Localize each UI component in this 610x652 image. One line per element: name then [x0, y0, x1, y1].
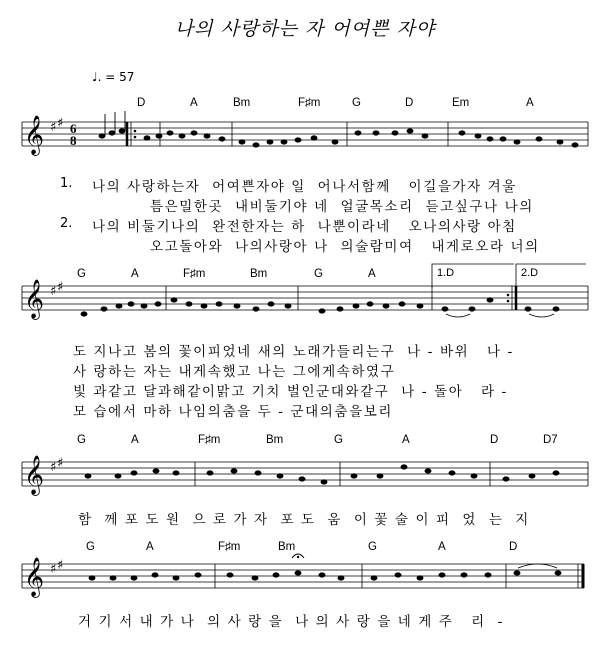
chord: Bm — [266, 434, 284, 446]
svg-text:6: 6 — [70, 121, 77, 136]
chord: G — [334, 434, 343, 446]
chord: Bm — [233, 97, 251, 109]
lyric-line: 나의 사랑하는자 어여쁜자야 일 어나서함께 이길을가자 겨울 — [92, 179, 517, 195]
chord: Em — [452, 97, 470, 109]
chord: G — [314, 268, 323, 280]
chord: A — [131, 268, 139, 280]
treble-clef-icon: 𝄞 — [24, 557, 45, 597]
verse-number: 2. — [60, 216, 73, 231]
chord: G — [77, 268, 86, 280]
staff-system-4 — [0, 550, 610, 600]
chord: D — [490, 434, 499, 446]
chord: D7 — [543, 434, 558, 446]
chord: A — [190, 97, 198, 109]
svg-text:♯: ♯ — [50, 460, 57, 475]
svg-text:♯: ♯ — [57, 116, 64, 131]
chord: G — [86, 541, 95, 553]
treble-clef-icon: 𝄞 — [24, 115, 45, 155]
treble-clef-icon: 𝄞 — [24, 279, 45, 319]
chord: F♯m — [298, 97, 321, 109]
chord: A — [146, 541, 154, 553]
lyric-line: 함 께 포 도 원 으 로 가 자 포 도 움 이 꽃 술 이 피 었 는 지 — [78, 512, 530, 528]
lyric-line: 오고돌아와 나의사랑아 나 의술람미여 내게로오라 너의 — [150, 239, 540, 255]
lyric-line: 빛 과같고 달과해같이맑고 기치 벌인군대와같구 나 - 돌아 라 - — [73, 384, 509, 400]
staff-system-1 — [0, 108, 610, 168]
chord: Bm — [278, 541, 296, 553]
chord: D — [509, 541, 518, 553]
chord: A — [402, 434, 410, 446]
svg-text:8: 8 — [70, 133, 77, 148]
lyric-line: 도 지나고 봄의 꽃이피었네 새의 노래가들리는구 나 - 바위 나 - — [73, 344, 514, 360]
lyric-line: 모 습에서 마하 나임의춤을 두 - 군대의춤을보리 — [73, 404, 393, 420]
staff-system-2 — [0, 262, 610, 332]
chord: D — [137, 97, 146, 109]
lyric-line: 사 랑하는 자는 내게속했고 나는 그에게속하였구 — [73, 364, 396, 380]
lyric-line: 나의 비둘기나의 완전한자는 하 나뿐이라네 오나의사랑 아침 — [92, 219, 517, 235]
lyric-line: 거 기 서 내 가 나 의 사 랑 을 나 의 사 랑 을 네 게 주 리 - — [78, 614, 505, 630]
staff-system-3 — [0, 448, 610, 500]
chord: F♯m — [183, 268, 206, 280]
chord: A — [368, 268, 376, 280]
svg-text:♯: ♯ — [50, 284, 57, 299]
svg-text:♯: ♯ — [57, 280, 64, 295]
second-ending-label: 2.D — [521, 267, 539, 279]
lyric-line: 틈은밀한곳 내비둘기야 네 얼굴목소리 듣고싶구나 나의 — [150, 199, 534, 215]
tempo-marking: ♩. = 57 — [92, 70, 135, 84]
chord: A — [131, 434, 139, 446]
chord: A — [526, 97, 534, 109]
svg-text:♯: ♯ — [57, 558, 64, 573]
chord: F♯m — [218, 541, 241, 553]
chord: A — [438, 541, 446, 553]
song-title: 나의 사랑하는 자 어여쁜 자야 — [174, 18, 436, 40]
svg-text:♯: ♯ — [57, 456, 64, 471]
svg-text:♯: ♯ — [50, 120, 57, 135]
chord: D — [405, 97, 414, 109]
chord: G — [77, 434, 86, 446]
chord: F♯m — [198, 434, 221, 446]
chord: Bm — [250, 268, 268, 280]
verse-number: 1. — [60, 176, 73, 191]
first-ending-label: 1.D — [437, 267, 455, 279]
chord: G — [368, 541, 377, 553]
treble-clef-icon: 𝄞 — [24, 455, 45, 495]
svg-text:♯: ♯ — [50, 562, 57, 577]
chord: G — [352, 97, 361, 109]
